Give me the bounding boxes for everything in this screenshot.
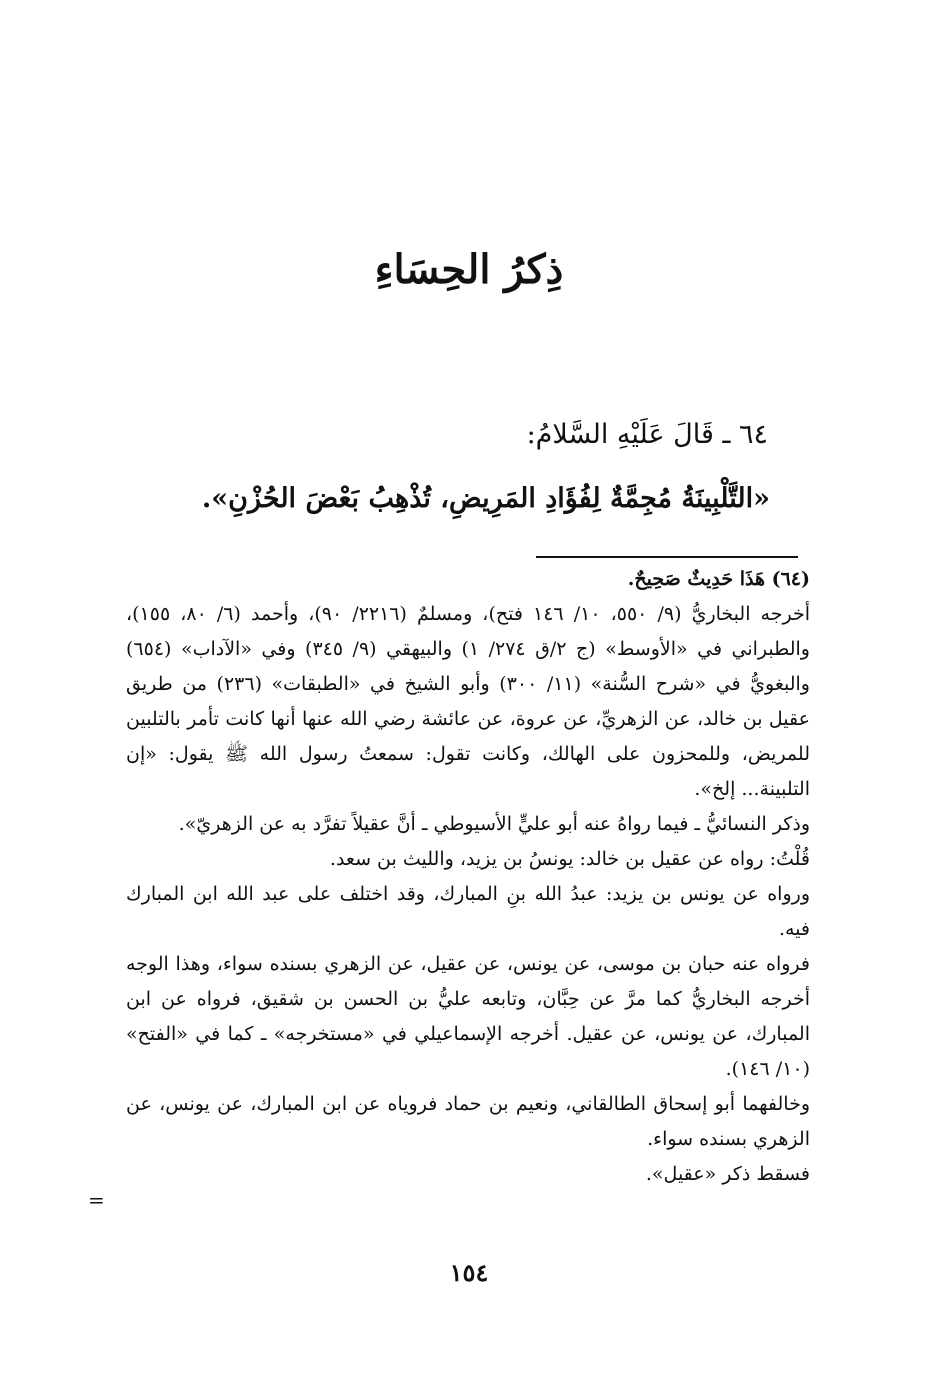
continuation-marker: = xyxy=(88,1188,105,1212)
page-number: ١٥٤ xyxy=(449,1258,489,1287)
footnote-paragraph: وذكر النسائيُّ ـ فيما رواهُ عنه أبو عليٍّ الأسيوطي ـ أنَّ عقيلاً تفرَّد به عن الزهريّ». xyxy=(178,813,810,835)
footnote-paragraph: فرواه عنه حبان بن موسى، عن يونس، عن عقيل، عن الزهري بسنده سواء، وهذا الوجه أخرجه البخاريُّ كما مرَّ عن حِبَّان، وتابعه عليُّ بن الحسن بن شقيق، فرواه عن ابن المبارك، عن يونس، عن عقيل. أخرجه الإسماعيلي في «مستخرجه» ـ كما في «الفتح» (١٠/ ١٤٦). xyxy=(126,953,810,1080)
footnote-heading: (٦٤) هَذَا حَدِيثٌ صَحِيحٌ. xyxy=(627,568,810,590)
hadith-text: «التَّلْبِينَةُ مُجِمَّةٌ لِفُؤَادِ المَرِيضِ، تُذْهِبُ بَعْضَ الحُزْنِ». xyxy=(201,483,770,514)
footnote-paragraph: ورواه عن يونس بن يزيد: عبدُ الله بنِ المبارك، وقد اختلف على عبد الله ابن المبارك فيه. xyxy=(126,883,810,940)
footnote-paragraph: فسقط ذكر «عقيل». xyxy=(645,1163,810,1185)
footnote-paragraph: قُلْتُ: رواه عن عقيل بن خالد: يونسُ بن يزيد، والليث بن سعد. xyxy=(329,848,810,870)
chapter-title: ذِكرُ الحِسَاءِ xyxy=(374,246,564,293)
footnote-paragraph: وخالفهما أبو إسحاق الطالقاني، ونعيم بن حماد فروياه عن ابن المبارك، عن يونس، عن الزهري بسنده سواء. xyxy=(126,1093,810,1150)
hadith-intro: ٦٤ ـ قَالَ عَلَيْهِ السَّلامُ: xyxy=(526,419,768,450)
footnote-paragraph: أخرجه البخاريُّ (٩/ ٥٥٠، ١٠/ ١٤٦ فتح)، ومسلمٌ (٢٢١٦/ ٩٠)، وأحمد (٦/ ٨٠، ١٥٥)، والطبراني في «الأوسط» (ج ٢/ق ٢٧٤/ ١) والبيهقي (٩/ ٣٤٥) وفي «الآداب» (٦٥٤) والبغويُّ في «شرح السُّنة» (١١/ ٣٠٠) وأبو الشيخ في «الطبقات» (٢٣٦) من طريق عقيل بن خالد، عن الزهريِّ، عن عروة، عن عائشة رضي الله عنها أنها كانت تأمر بالتلبين للمريض، وللمحزون على الهالك، وكانت تقول: سمعتُ رسول الله ﷺ يقول: «إن التلبينة... إلخ». xyxy=(126,603,810,800)
footnote-divider xyxy=(536,556,798,558)
footnotes-section xyxy=(126,562,810,1192)
